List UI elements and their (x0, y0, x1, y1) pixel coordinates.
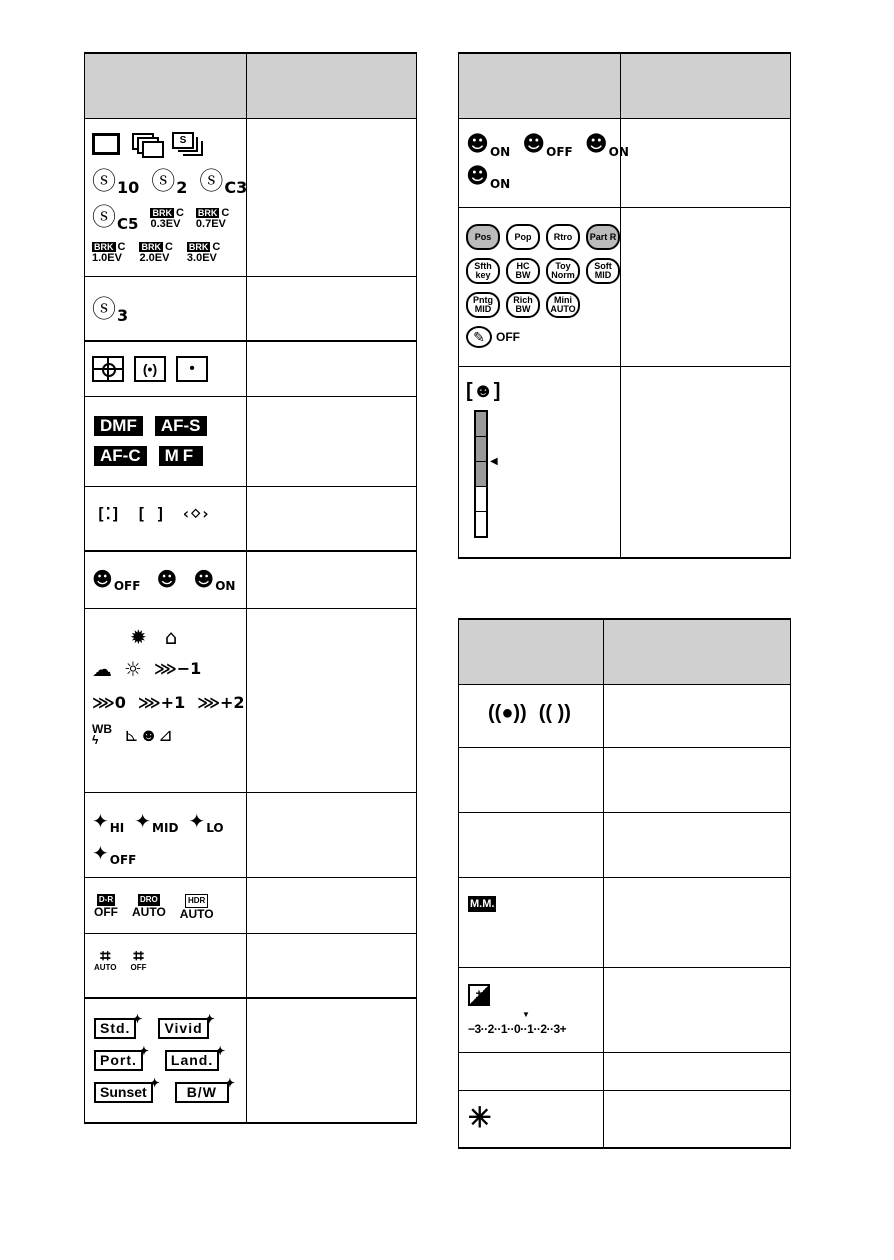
brk-c-label: C (221, 207, 230, 219)
soft-high-key-icon: Sfth key (466, 258, 500, 284)
hi-label: HI (109, 821, 125, 835)
soft-off-label: OFF (109, 853, 137, 867)
af-s-icon: AF-S (155, 416, 207, 436)
smile-on-2-label: ON (608, 145, 629, 159)
face-detection-on-icon: ☻ ON (193, 567, 236, 593)
focus-mode-icons (94, 416, 207, 466)
auto-framing-off-icon: ⌗ OFF (130, 946, 147, 972)
hdr-auto-label: AUTO (179, 907, 214, 921)
ev-1-0-label: 1.0EV (92, 252, 122, 264)
style-sunset-icon: Sunset ✦ (94, 1082, 153, 1103)
picture-effect-off-label: OFF (496, 330, 520, 344)
dro-icons (94, 894, 214, 920)
style-vivid-icon: Vivid ✦ (158, 1018, 208, 1039)
metering-icons (92, 356, 208, 382)
brk-label: BRK (141, 242, 161, 252)
soft-skin-lo-icon: ✦ LO (188, 809, 224, 835)
fluorescent-daylight-icon: ⋙ +2 (197, 690, 244, 716)
rich-tone-mono-icon: Rich BW (506, 292, 540, 318)
face-off-label: OFF (113, 579, 141, 593)
fluorescent-day-white-icon: ⋙ +1 (138, 690, 185, 716)
exposure-comp-icon: ± (468, 984, 490, 1006)
shade-icon: ⌂ (164, 625, 178, 649)
brk-c-label: C (175, 207, 184, 219)
shake-warning-icon: ((●)) (488, 702, 527, 724)
port-label: Port. (100, 1052, 137, 1068)
dro-label: DRO (140, 895, 158, 904)
exposure-comp-row (468, 984, 566, 1038)
ev-2-0-label: 2.0EV (139, 252, 170, 264)
ev-0-3-label: 0.3EV (150, 218, 181, 230)
bracket-0-3ev-icon (150, 208, 183, 230)
incandescent-icon: ☼ (124, 657, 142, 681)
ev-scale: −3··2··1··0··1··2··3+ (468, 1022, 567, 1036)
wb-0-label: 0 (114, 693, 126, 712)
af-c-icon: AF-C (94, 446, 147, 466)
bw-label: B/W (186, 1084, 217, 1100)
vivid-label: Vivid (164, 1020, 203, 1036)
posterization-icon: Pos (466, 224, 500, 250)
hdr-auto-icon (180, 894, 214, 920)
smile-on-3-label: ON (489, 177, 511, 191)
single-shot-icon (92, 133, 120, 155)
brk-c-label: C (164, 241, 173, 253)
dmf-icon: DMF (94, 416, 143, 436)
brk-label: BRK (188, 242, 209, 252)
bracket-1-0ev-icon (92, 242, 125, 264)
speed-priority-continuous-icon: S (172, 132, 202, 156)
self-timer-3-label: 3 (117, 306, 129, 325)
self-timer-cont-3-icon: ⓢ C3 (199, 167, 248, 197)
white-balance-icons (92, 624, 245, 746)
picture-effect-off-icon: ✎ (466, 326, 492, 348)
wb-minus1-label: −1 (176, 659, 202, 678)
face-detection-off-icon: ☻ OFF (92, 567, 141, 593)
creative-style-icons (94, 1012, 236, 1103)
smile-on-2-icon: ☻ ON (584, 132, 629, 159)
self-timer-10-label: 10 (117, 178, 140, 197)
drive-mode-icons (92, 132, 247, 264)
af-illuminator-row (468, 1104, 491, 1132)
auto-framing-icons (94, 946, 147, 974)
self-timer-3-row (92, 295, 129, 325)
lo-label: LO (206, 821, 224, 835)
mid-label: MID (152, 821, 179, 835)
dr-off-label: OFF (94, 905, 118, 919)
wide-af-icon: [⁚] (96, 504, 121, 523)
dro-auto-label: AUTO (132, 905, 166, 919)
smile-on-3-icon: ☻ ON (466, 164, 511, 191)
self-timer-3-icon: ⓢ 3 (92, 295, 129, 325)
std-label: Std. (100, 1020, 131, 1036)
bracket-3-0ev-icon (187, 242, 220, 264)
dro-auto-icon (132, 894, 166, 920)
custom-wb-icon: ⊾☻⊿ (124, 725, 174, 745)
daylight-icon: ✹ (130, 625, 147, 649)
brk-label: BRK (152, 208, 172, 218)
wb-plus2-label: +2 (219, 693, 245, 712)
ev-0-7-label: 0.7EV (195, 218, 226, 230)
toy-camera-icon: Toy Norm (546, 258, 580, 284)
soft-skin-hi-icon: ✦ HI (92, 809, 125, 835)
self-timer-10-icon: ⓢ 10 (92, 167, 140, 197)
fluorescent-warm-icon: ⋙ −1 (154, 656, 201, 682)
style-standard-icon: Std. ✦ (94, 1018, 136, 1039)
brk-label: BRK (197, 208, 218, 218)
dr-label: D-R (98, 895, 114, 904)
self-timer-c3-label: C3 (224, 178, 248, 197)
sensitivity-pointer-icon: ◀ (490, 456, 498, 467)
land-label: Land. (170, 1052, 214, 1068)
high-contrast-mono-icon: HC BW (506, 258, 540, 284)
metered-manual-icon: M.M. (470, 898, 495, 910)
hdr-label: HDR (185, 894, 208, 908)
self-timer-cont-5-icon: ⓢ C5 (92, 203, 139, 233)
hdr-painting-icon: Pntg MID (466, 292, 500, 318)
frame-off-label: OFF (130, 963, 147, 972)
style-bw-icon: B/W ✦ (175, 1082, 229, 1103)
camera-shake-icons (488, 702, 571, 725)
continuous-shot-icon (132, 133, 160, 155)
right-table-2-header (458, 620, 791, 685)
smile-on-icon: ☻ ON (466, 132, 511, 159)
smile-shutter-icons (466, 132, 629, 190)
flash-wb-icon: WB ϟ (92, 722, 112, 747)
center-af-icon: [ ] (136, 504, 166, 523)
auto-framing-auto-icon: ⌗ AUTO (94, 946, 117, 972)
soft-skin-mid-icon: ✦ MID (134, 809, 179, 835)
self-timer-2-label: 2 (176, 178, 188, 197)
af-illuminator-icon: ✳ (468, 1102, 492, 1133)
smile-bracket-icon: [☻] (466, 380, 501, 402)
smile-off-icon: ☻ OFF (522, 132, 573, 159)
self-timer-2-icon: ⓢ 2 (151, 167, 188, 197)
miniature-icon: Mini AUTO (546, 292, 580, 318)
metered-manual-row (468, 894, 496, 912)
brk-label: BRK (94, 242, 114, 252)
sunset-label: Sunset (100, 1084, 147, 1100)
picture-effect-icons (466, 224, 620, 348)
mf-icon: MF (159, 446, 204, 466)
soft-skin-icons (92, 808, 224, 866)
cloudy-icon: ☁ (92, 657, 112, 681)
partial-color-icon: Part R (586, 224, 620, 250)
pop-color-icon: Pop (506, 224, 540, 250)
wb-label: WB (92, 722, 112, 736)
self-timer-c5-label: C5 (117, 215, 139, 233)
flexible-spot-af-icon: ‹⋄› (181, 504, 211, 523)
frame-auto-label: AUTO (94, 963, 117, 972)
bracket-0-7ev-icon (196, 208, 229, 230)
retro-icon: Rtro (546, 224, 580, 250)
ev-pointer-icon: ▼ (522, 1010, 530, 1019)
spot-metering-icon: • (176, 356, 208, 382)
dro-off-icon (94, 894, 118, 920)
wb-plus1-label: +1 (160, 693, 186, 712)
bracket-2-0ev-icon (139, 242, 172, 264)
face-detection-icons (92, 566, 235, 592)
brk-c-label: C (117, 241, 126, 253)
style-landscape-icon: Land. ✦ (165, 1050, 219, 1071)
soft-focus-icon: Soft MID (586, 258, 620, 284)
smile-on-label: ON (489, 145, 511, 159)
center-weighted-metering-icon: (•) (134, 356, 166, 382)
right-table-1-header (458, 54, 791, 119)
soft-skin-off-icon: ✦ OFF (92, 841, 137, 867)
ev-3-0-label: 3.0EV (186, 252, 217, 264)
style-portrait-icon: Port. ✦ (94, 1050, 143, 1071)
left-table-header (84, 54, 417, 119)
brk-c-label: C (212, 241, 221, 253)
face-detection-registered-icon: ☻ (156, 567, 178, 591)
sensitivity-meter (474, 410, 488, 538)
shake-scale-icon: (( )) (538, 702, 571, 724)
af-area-icons (96, 504, 210, 523)
smile-sensitivity-indicator (466, 380, 606, 550)
multi-segment-metering-icon (92, 356, 124, 382)
fluorescent-cool-icon: ⋙ 0 (92, 690, 126, 716)
face-on-label: ON (215, 579, 236, 593)
smile-off-label: OFF (546, 145, 573, 159)
